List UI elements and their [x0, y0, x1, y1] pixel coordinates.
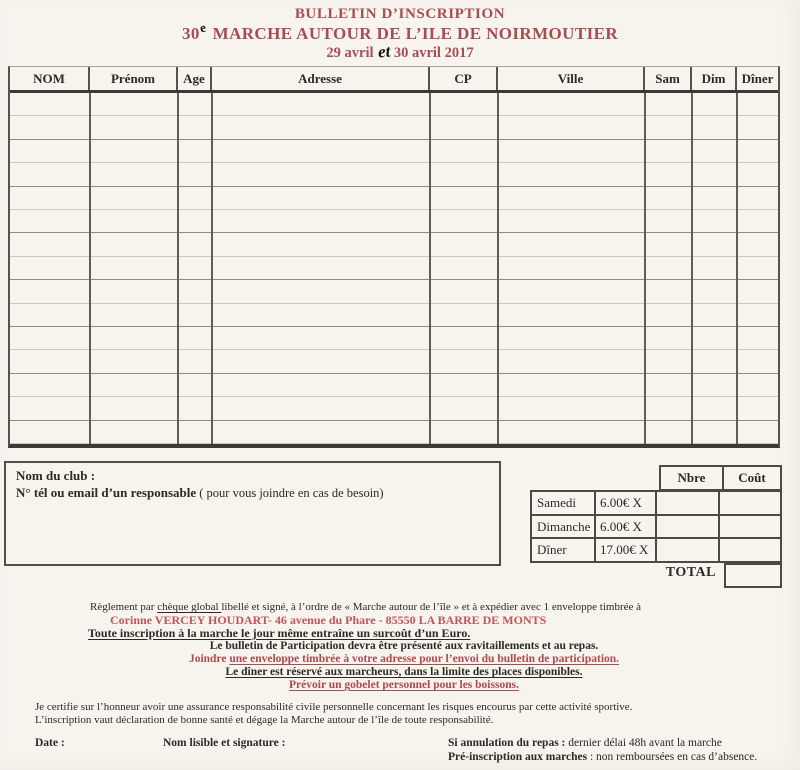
dinner-note: Le dîner est réservé aux marcheurs, dans la limite des places disponibles. [225, 666, 583, 678]
fees-header-row [659, 465, 782, 491]
fee-price-dimanche: 6.00€ X [596, 516, 657, 538]
table-empty-row[interactable] [10, 257, 778, 280]
insurance-statement: Je certifie sur l’honneur avoir une assurance responsabilité civile personnelle concernant les risques encourus par cette activité sportive. [35, 701, 633, 713]
column-header-age: Age [178, 67, 212, 90]
table-empty-row[interactable] [10, 327, 778, 350]
date-label: Date : [35, 737, 65, 749]
table-empty-row[interactable] [10, 397, 778, 420]
fee-cout-cell-diner[interactable] [720, 539, 780, 561]
fee-cout-cell-dimanche[interactable] [720, 516, 780, 538]
table-empty-row[interactable] [10, 233, 778, 256]
column-divider [497, 93, 499, 444]
table-empty-row[interactable] [10, 163, 778, 186]
table-empty-row[interactable] [10, 140, 778, 163]
column-divider [177, 93, 179, 444]
preregistration-note: Pré-inscription aux marches : non remboursées en cas d’absence. [448, 750, 758, 763]
fees-table [530, 490, 782, 563]
fee-price-diner: 17.00€ X [596, 539, 657, 561]
table-empty-row[interactable] [10, 210, 778, 233]
cup-note: Prévoir un gobelet personnel pour les boissons. [289, 679, 519, 691]
column-header-prenom: Prénom [90, 67, 178, 90]
table-body [10, 93, 778, 444]
form-title: BULLETIN D’INSCRIPTION [294, 6, 506, 22]
event-title [0, 19, 800, 44]
signature-label: Nom lisible et signature : [163, 737, 286, 749]
column-divider [429, 93, 431, 444]
cancellation-note: Si annulation du repas : dernier délai 48h avant la marche [448, 737, 722, 749]
table-empty-row[interactable] [10, 350, 778, 373]
participants-table-header [10, 67, 778, 93]
handwritten-et: et [376, 41, 391, 62]
column-divider [736, 93, 738, 444]
table-empty-row[interactable] [10, 374, 778, 397]
column-header-diner: Dîner [741, 70, 774, 86]
bulletin-note: Le bulletin de Participation devra être présenté aux ravitaillements et au repas. [209, 640, 599, 652]
fee-row-dimanche [532, 516, 780, 540]
fee-nbre-cell-diner[interactable] [657, 539, 720, 561]
fee-row-diner [532, 539, 780, 561]
handwritten-e-superscript: e [198, 19, 208, 36]
total-amount-cell[interactable] [724, 563, 782, 588]
column-divider [691, 93, 693, 444]
footer-right-notes [448, 737, 757, 764]
event-number: 30 [181, 24, 200, 43]
fee-label-dimanche: Dimanche [532, 516, 596, 538]
table-empty-row[interactable] [10, 116, 778, 139]
payment-instructions: Règlement par chèque global libellé et signé, à l’ordre de « Marche autour de l’île » et à expédier avec 1 enveloppe timbrée à [90, 601, 642, 613]
column-divider [211, 93, 213, 444]
fee-label-samedi: Samedi [532, 492, 596, 514]
column-header-ville: Ville [498, 67, 645, 90]
table-empty-row[interactable] [10, 421, 778, 444]
column-header-cp: CP [430, 67, 498, 90]
late-fee-note: Toute inscription à la marche le jour même entraîne un surcoût d’un Euro. [88, 626, 471, 640]
envelope-note: Joindre une enveloppe timbrée à votre adresse pour l’envoi du bulletin de participation. [188, 653, 620, 665]
club-name-label: Nom du club : [16, 468, 96, 483]
cout-column-header: Coût [738, 470, 766, 485]
table-empty-row[interactable] [10, 304, 778, 327]
title-block [0, 6, 800, 62]
nbre-column-header: Nbre [661, 467, 724, 489]
table-empty-row[interactable] [10, 93, 778, 116]
column-divider [89, 93, 91, 444]
total-label: TOTAL [665, 565, 716, 580]
club-info-box[interactable] [4, 461, 501, 566]
fee-row-samedi [532, 492, 780, 516]
table-empty-row[interactable] [10, 187, 778, 210]
column-header-nom: NOM [10, 67, 90, 90]
event-name: MARCHE AUTOUR DE L’ILE DE NOIRMOUTIER [212, 24, 619, 43]
health-statement: L’inscription vaut déclaration de bonne santé et dégage la Marche autour de l’île de toute responsabilité. [35, 714, 494, 726]
fee-nbre-cell-samedi[interactable] [657, 492, 720, 514]
fee-price-samedi: 6.00€ X [596, 492, 657, 514]
fee-nbre-cell-dimanche[interactable] [657, 516, 720, 538]
event-dates: 29 avril et 30 avril 2017 [326, 41, 474, 62]
column-header-adresse: Adresse [212, 67, 430, 90]
participants-table [8, 66, 780, 448]
column-header-sam: Sam [645, 67, 692, 90]
fee-cout-cell-samedi[interactable] [720, 492, 780, 514]
responsable-label: N° tél ou email d’un responsable ( pour vous joindre en cas de besoin) [16, 485, 384, 500]
payment-address: Corinne VERCEY HOUDART- 46 avenue du Phare - 85550 LA BARRE DE MONTS [110, 613, 547, 627]
fee-label-diner: Dîner [532, 539, 596, 561]
table-empty-row[interactable] [10, 280, 778, 303]
column-divider [644, 93, 646, 444]
column-header-dim: Dim [692, 67, 737, 90]
